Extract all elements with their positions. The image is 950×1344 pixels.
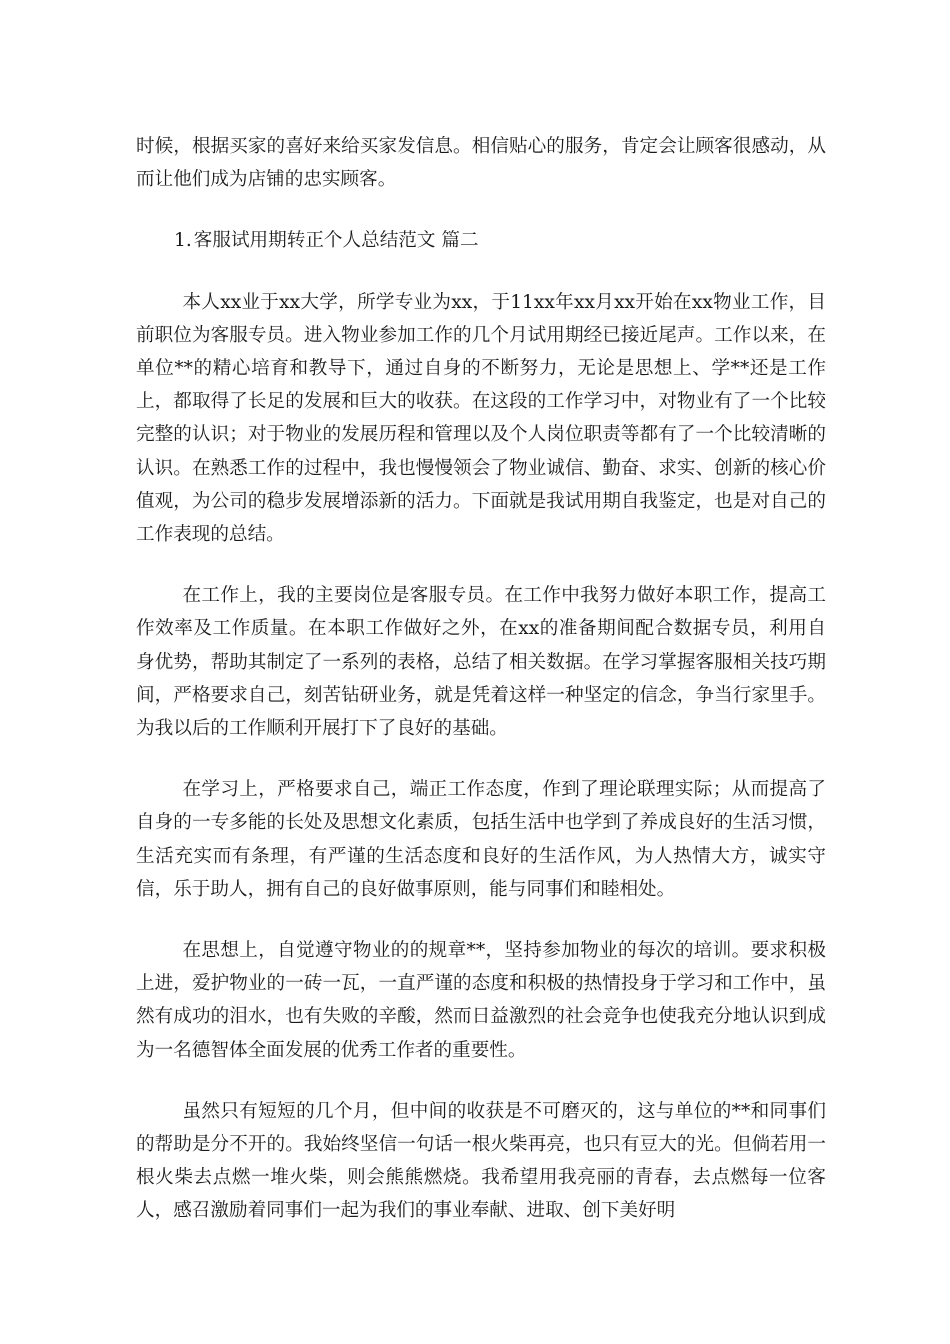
document-page: [136, 130, 826, 1228]
section-heading-text: 客服试用期转正个人总结范文 篇二: [193, 230, 479, 252]
body-paragraph-4: 在思想上，自觉遵守物业的的规章**，坚持参加物业的每次的培训。要求积极上进，爱护物业的一砖一瓦，一直严谨的态度和积极的热情投身于学习和工作中，虽然有成功的泪水，也有失败的辛酸，然而日益激烈的社会竞争也使我充分地认识到成为一名德智体全面发展的优秀工作者的重要性。: [136, 940, 826, 1061]
body-paragraph-1: 本人xx业于xx大学，所学专业为xx，于11xx年xx月xx开始在xx物业工作，目前职位为客服专员。进入物业参加工作的几个月试用期经已接近尾声。工作以来，在单位**的精心培育和教导下，通过自身的不断努力，无论是思想上、学**还是工作上，都取得了长足的发展和巨大的收获。在这段的工作学习中，对物业有了一个比较完整的认识；对于物业的发展历程和管理以及个人岗位职责等都有了一个比较清晰的认识。在熟悉工作的过程中，我也慢慢领会了物业诚信、勤奋、求实、创新的核心价值观，为公司的稳步发展增添新的活力。下面就是我试用期自我鉴定，也是对自己的工作表现的总结。: [136, 291, 826, 546]
intro-paragraph: 时候，根据买家的喜好来给买家发信息。相信贴心的服务，肯定会让顾客很感动，从而让他们成为店铺的忠实顾客。: [136, 136, 826, 191]
body-paragraph-2: 在工作上，我的主要岗位是客服专员。在工作中我努力做好本职工作，提高工作效率及工作质量。在本职工作做好之外，在xx的准备期间配合数据专员，利用自身优势，帮助其制定了一系列的表格，总结了相关数据。在学习掌握客服相关技巧期间，严格要求自己，刻苦钻研业务，就是凭着这样一种坚定的信念，争当行家里手。为我以后的工作顺利开展打下了良好的基础。: [136, 585, 826, 740]
section-heading-number: 1.: [174, 230, 192, 252]
section-heading: [136, 224, 826, 257]
body-paragraph-3: 在学习上，严格要求自己，端正工作态度，作到了理论联理实际；从而提高了自身的一专多能的长处及思想文化素质，包括生活中也学到了养成良好的生活习惯，生活充实而有条理，有严谨的生活态度和良好的生活作风，为人热情大方，诚实守信，乐于助人，拥有自己的良好做事原则，能与同事们和睦相处。: [136, 779, 826, 900]
body-paragraph-5: 虽然只有短短的几个月，但中间的收获是不可磨灭的，这与单位的**和同事们的帮助是分不开的。我始终坚信一句话一根火柴再亮，也只有豆大的光。但倘若用一根火柴去点燃一堆火柴，则会熊熊燃烧。我希望用我亮丽的青春，去点燃每一位客人，感召激励着同事们一起为我们的事业奉献、进取、创下美好明: [136, 1100, 826, 1222]
